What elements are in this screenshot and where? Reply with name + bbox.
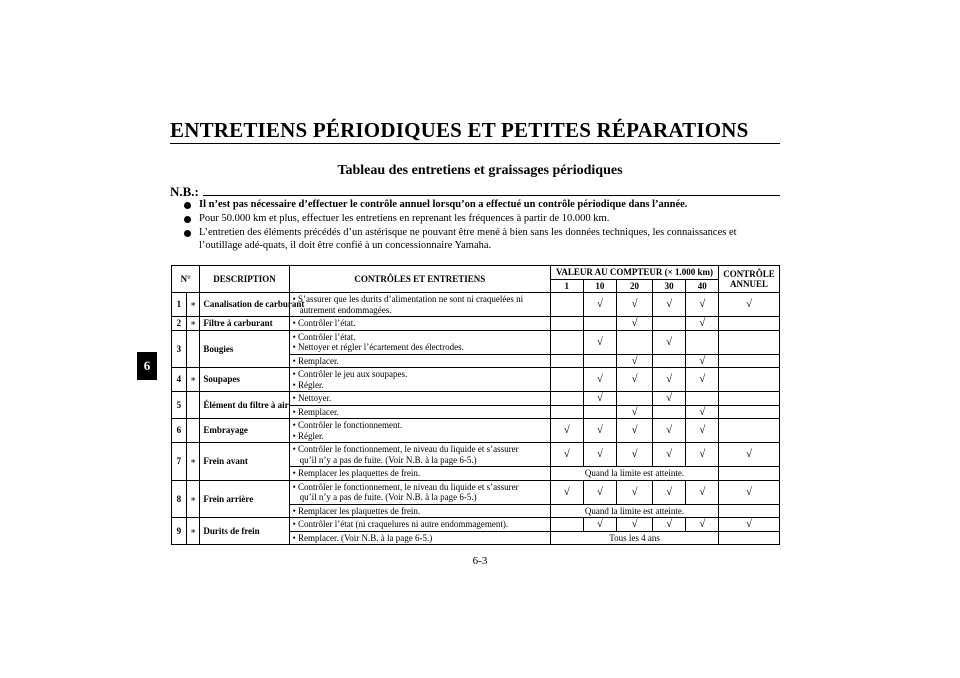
check-cell [289,518,550,532]
title-rule [170,143,780,144]
interval-mark: √ [617,518,653,532]
interval-mark: √ [551,419,584,443]
annual-mark [719,354,780,368]
check-text: • Contrôler le fonctionnement, le niveau du liquide et s’assurer [292,481,519,492]
row-description: Frein avant [200,443,289,481]
row-description: Frein arrière [200,480,289,518]
page-number: 6-3 [472,555,488,567]
interval-mark: √ [551,443,584,467]
asterisk-marker: ∗ [186,293,200,317]
check-cell [289,368,550,392]
interval-mark: √ [652,419,686,443]
asterisk-marker: ∗ [186,443,200,481]
table-row [172,317,780,331]
interval-mark [652,354,686,368]
header-annual: CONTRÔLE ANNUEL [719,266,780,293]
header-km: 30 [652,279,686,293]
interval-mark [686,330,719,354]
page-title: ENTRETIENS PÉRIODIQUES ET PETITES RÉPARATIONS [170,118,749,142]
note-item [184,199,782,212]
annual-mark [719,419,780,443]
check-text: • Remplacer les plaquettes de frein. [292,505,421,516]
check-text: autrement endommagées. [299,304,392,315]
check-cell [289,467,550,481]
asterisk-marker: ∗ [186,368,200,392]
check-cell [289,480,550,504]
note-text: Pour 50.000 km et plus, effectuer les entretiens en reprenant les fréquences à partir de 10.000 km. [199,213,610,224]
annual-mark: √ [719,443,780,467]
interval-mark: √ [617,480,653,504]
interval-mark: √ [583,419,617,443]
bullet-icon [184,216,191,223]
check-text: • Régler. [292,379,324,390]
annual-mark [719,317,780,331]
interval-mark [686,392,719,406]
header-km: 20 [617,279,653,293]
interval-mark: √ [652,480,686,504]
interval-mark [551,405,584,419]
interval-mark: √ [686,368,719,392]
bullet-icon [184,230,191,237]
check-text: • Contrôler l’état. [292,318,356,328]
interval-mark: √ [652,368,686,392]
nb-label: N.B.: [170,184,199,199]
check-cell [289,392,550,406]
interval-mark: √ [686,480,719,504]
check-text: • Remplacer. (Voir N.B. à la page 6-5.) [292,532,433,543]
check-text: • Contrôler le jeu aux soupapes. [292,369,408,379]
table-row [172,419,780,443]
interval-mark [551,354,584,368]
header-checks: CONTRÔLES ET ENTRETIENS [289,266,550,293]
interval-mark: √ [617,419,653,443]
interval-mark: √ [617,354,653,368]
interval-mark: √ [583,392,617,406]
interval-mark: √ [686,419,719,443]
interval-mark: √ [652,443,686,467]
header-description: DESCRIPTION [200,266,289,293]
check-text: • Contrôler le fonctionnement, le niveau du liquide et s’assurer [292,444,519,454]
header-km: 1 [551,279,584,293]
interval-mark: √ [686,354,719,368]
maintenance-table [171,265,780,545]
interval-mark: √ [686,293,719,317]
row-number: 1 [172,293,187,317]
check-cell [289,419,550,443]
interval-mark [551,392,584,406]
table-row [172,330,780,354]
interval-mark: √ [652,518,686,532]
check-text: qu’il n’y a pas de fuite. (Voir N.B. à la page 6-5.) [299,492,477,502]
check-cell [289,405,550,419]
interval-mark: √ [583,480,617,504]
nb-rule [203,195,780,196]
interval-mark: √ [583,443,617,467]
asterisk-marker: ∗ [186,480,200,518]
interval-mark: √ [652,330,686,354]
row-description: Soupapes [200,368,289,392]
row-description: Élément du filtre à air [200,392,289,419]
interval-mark [583,354,617,368]
note-text: L’entretien des éléments précédés d’un astérisque ne pouvant être mené à bien sans les données techniques, les connaissances et l’outillage adé-quats, il doit être confié à un concessionnaire Yamaha. [199,227,737,251]
annual-cell [719,504,780,518]
check-cell [289,443,550,467]
asterisk-marker [186,330,200,368]
check-text: • Régler. [292,430,324,441]
header-num: N° [172,266,200,293]
row-number: 8 [172,480,187,518]
row-description: Canalisation de carburant [200,293,289,317]
interval-mark: √ [617,405,653,419]
table-row [172,480,780,504]
check-cell [289,293,550,317]
asterisk-marker [186,419,200,443]
interval-span: Tous les 4 ans [551,531,719,545]
row-number: 6 [172,419,187,443]
interval-mark: √ [686,317,719,331]
table-row [172,443,780,467]
row-number: 9 [172,518,187,545]
annual-cell [719,531,780,545]
interval-mark [617,392,653,406]
annual-mark: √ [719,518,780,532]
check-text: • Nettoyer. [292,393,332,403]
check-text: • Remplacer. [292,355,339,366]
row-number: 2 [172,317,187,331]
bullet-icon [184,202,191,209]
annual-mark: √ [719,480,780,504]
asterisk-marker [186,392,200,419]
chapter-tab: 6 [137,352,157,380]
check-cell [289,504,550,518]
interval-mark [652,405,686,419]
interval-mark: √ [583,293,617,317]
interval-mark: √ [617,293,653,317]
interval-mark: √ [617,443,653,467]
interval-mark: √ [551,480,584,504]
check-text: • S’assurer que les durits d’alimentation ne sont ni craquelées ni [292,294,524,304]
interval-mark: √ [617,368,653,392]
note-item [184,213,782,226]
row-description: Filtre à carburant [200,317,289,331]
interval-mark [551,317,584,331]
interval-mark: √ [652,293,686,317]
header-km: 40 [686,279,719,293]
interval-mark: √ [583,518,617,532]
table-row [172,293,780,317]
header-odometer: VALEUR AU COMPTEUR (× 1.000 km) [551,266,719,280]
annual-mark [719,405,780,419]
interval-span: Quand la limite est atteinte. [551,467,719,481]
table-row [172,518,780,532]
check-text: • Contrôler l’état. [292,331,356,342]
interval-mark [617,330,653,354]
annual-mark: √ [719,293,780,317]
note-text: Il n’est pas nécessaire d’effectuer le contrôle annuel lorsqu’on a effectué un contrôle périodique dans l’année. [199,199,688,210]
annual-mark [719,330,780,354]
check-text: • Remplacer les plaquettes de frein. [292,468,421,478]
asterisk-marker: ∗ [186,518,200,545]
header-km: 10 [583,279,617,293]
section-heading: Tableau des entretiens et graissages périodiques [337,163,623,178]
table-row [172,368,780,392]
row-description: Durits de frein [200,518,289,545]
interval-mark: √ [686,518,719,532]
check-cell [289,330,550,354]
check-text: • Nettoyer et régler l’écartement des électrodes. [292,342,464,352]
interval-mark [551,368,584,392]
interval-mark [551,330,584,354]
interval-mark: √ [583,368,617,392]
interval-mark: √ [617,317,653,331]
interval-mark [583,405,617,419]
annual-cell [719,467,780,481]
check-cell [289,531,550,545]
annual-mark [719,368,780,392]
check-text: • Contrôler le fonctionnement. [292,420,403,430]
interval-mark: √ [652,392,686,406]
row-number: 7 [172,443,187,481]
interval-span: Quand la limite est atteinte. [551,504,719,518]
note-item [184,227,782,252]
row-number: 3 [172,330,187,368]
check-text: • Remplacer. [292,406,339,417]
annual-mark [719,392,780,406]
check-cell [289,354,550,368]
check-cell [289,317,550,331]
row-description: Embrayage [200,419,289,443]
table-row [172,392,780,406]
interval-mark: √ [686,443,719,467]
row-description: Bougies [200,330,289,368]
interval-mark: √ [686,405,719,419]
interval-mark [652,317,686,331]
interval-mark: √ [583,330,617,354]
row-number: 5 [172,392,187,419]
interval-mark [551,293,584,317]
check-text: qu’il n’y a pas de fuite. (Voir N.B. à la page 6-5.) [299,454,477,465]
check-text: • Contrôler l’état (ni craquelures ni autre endommagement). [292,519,509,529]
row-number: 4 [172,368,187,392]
interval-mark [551,518,584,532]
interval-mark [583,317,617,331]
asterisk-marker: ∗ [186,317,200,331]
